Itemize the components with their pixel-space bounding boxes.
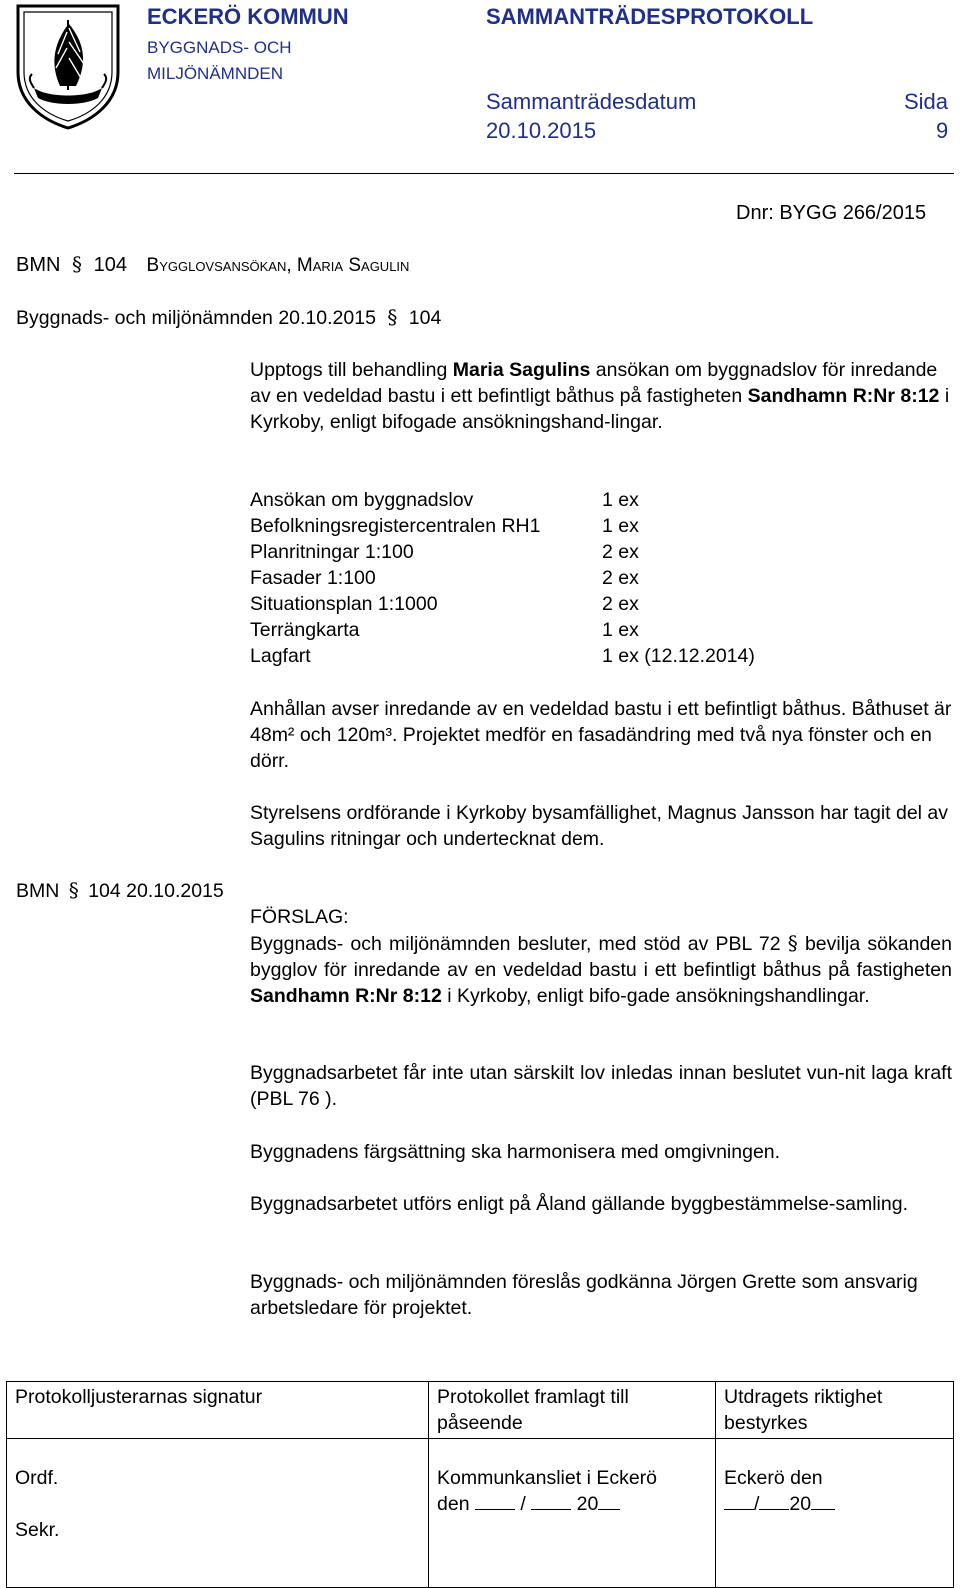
document-name: Lagfart bbox=[250, 645, 311, 667]
signature-header-cell: Protokolljusterarnas signatur bbox=[7, 1382, 429, 1439]
blank-month bbox=[531, 1491, 571, 1510]
proposal-ref bbox=[16, 878, 224, 903]
proposal-section-symbol: § bbox=[787, 931, 798, 955]
intro-text-1: Upptogs till behandling bbox=[250, 359, 453, 381]
section-title bbox=[16, 252, 409, 277]
posting-slash: / bbox=[520, 1493, 526, 1515]
proposal-paragraph-2: Byggnadsarbetet får inte utan särskilt lov inledas innan beslutet vun-nit laga kraft (PBL 76 ). bbox=[250, 1062, 952, 1110]
document-name: Ansökan om byggnadslov bbox=[250, 489, 474, 511]
proposal-text-1c: i Kyrkoby, enligt bifo-gade ansökningshandlingar. bbox=[441, 985, 870, 1007]
document-count: 2 ex bbox=[602, 541, 639, 563]
document-name: Planritningar 1:100 bbox=[250, 541, 414, 563]
posting-date-line bbox=[437, 1491, 707, 1517]
municipality-logo-icon bbox=[14, 2, 122, 130]
list-item bbox=[250, 617, 755, 643]
proposal-ref-symbol: § bbox=[68, 878, 79, 902]
intro-text-2: ansökan om byggnadslov för inredande av en vedeldad bastu i ett befintligt båthus på fastigheten bbox=[250, 359, 938, 407]
list-item bbox=[250, 487, 755, 513]
intro-text-3: i Kyrkoby, enligt bifogade ansökningshand-lingar. bbox=[250, 385, 950, 433]
proposal-paragraph-4: Byggnadsarbetet utförs enligt på Åland gällande byggbestämmelse-samling. bbox=[250, 1193, 908, 1215]
styrelsen-paragraph: Styrelsens ordförande i Kyrkoby bysamfällighet, Magnus Jansson har tagit del av Sagulins ritningar och undertecknat dem. bbox=[250, 802, 949, 850]
document-count: 2 ex bbox=[602, 567, 639, 589]
certification-date-line bbox=[724, 1491, 945, 1517]
ref-line-text: Byggnads- och miljönämnden 20.10.2015 bbox=[16, 307, 376, 329]
meeting-date: 20.10.2015 bbox=[486, 118, 597, 143]
proposal-text-1a: Byggnads- och miljönämnden besluter, med stöd av PBL 72 bbox=[250, 933, 781, 955]
document-name: Fasader 1:100 bbox=[250, 567, 376, 589]
meeting-date-label: Sammanträdesdatum bbox=[486, 89, 697, 114]
proposal-paragraph-5: Byggnads- och miljönämnden föreslås godkänna Jörgen Grette som ansvarig arbetsledare för projektet. bbox=[250, 1271, 918, 1319]
blank-year bbox=[598, 1491, 620, 1510]
intro-paragraph bbox=[250, 357, 952, 435]
document-count: 1 ex bbox=[602, 515, 639, 537]
proposal-text-1b: bevilja sökanden bygglov för inredande av en vedeldad bastu i ett befintligt båthus på fastigheten bbox=[250, 933, 952, 981]
blank-day bbox=[475, 1491, 515, 1510]
certification-slash: / bbox=[754, 1493, 760, 1515]
section-heading: Bygglovsansökan, Maria Sagulin bbox=[146, 255, 410, 276]
document-name: Befolkningsregistercentralen RH1 bbox=[250, 515, 541, 537]
page-number: 9 bbox=[936, 118, 949, 143]
list-item bbox=[250, 513, 755, 539]
header-divider bbox=[14, 173, 954, 174]
proposal-property-id: Sandhamn R:Nr 8:12 bbox=[250, 985, 442, 1007]
certification-cell bbox=[716, 1439, 954, 1588]
property-id: Sandhamn R:Nr 8:12 bbox=[747, 385, 940, 407]
document-count: 1 ex (12.12.2014) bbox=[602, 645, 755, 667]
section-code: BMN bbox=[16, 254, 61, 276]
posting-year: 20 bbox=[576, 1493, 599, 1515]
certification-header-cell: Utdragets riktighet bestyrkes bbox=[716, 1382, 954, 1439]
list-item bbox=[250, 643, 755, 669]
posting-den: den bbox=[437, 1493, 470, 1515]
certification-place: Eckerö den bbox=[724, 1467, 823, 1489]
anhallan-paragraph: Anhållan avser inredande av en vedeldad bastu i ett befintligt båthus. Båthuset är 48m² och 120m³. Projektet medför en fasadändring med två nya fönster och en dörr. bbox=[250, 698, 952, 772]
proposal-paragraph-3: Byggnadens färgsättning ska harmonisera med omgivningen. bbox=[250, 1141, 781, 1163]
document-name: Terrängkarta bbox=[250, 619, 360, 641]
document-type: SAMMANTRÄDESPROTOKOLL bbox=[486, 4, 814, 29]
posting-place: Kommunkansliet i Eckerö bbox=[437, 1467, 658, 1489]
document-count: 1 ex bbox=[602, 619, 639, 641]
document-list bbox=[250, 487, 755, 669]
dnr-reference: Dnr: BYGG 266/2015 bbox=[736, 202, 927, 224]
proposal-ref-text: 104 20.10.2015 bbox=[88, 880, 224, 902]
document-name: Situationsplan 1:1000 bbox=[250, 593, 438, 615]
list-item bbox=[250, 539, 755, 565]
proposal-ref-code: BMN bbox=[16, 880, 60, 902]
blank-month bbox=[759, 1491, 789, 1510]
board-name-line2: MILJÖNÄMNDEN bbox=[147, 64, 284, 83]
signature-cell bbox=[7, 1439, 429, 1588]
proposal-heading: FÖRSLAG: bbox=[250, 906, 349, 928]
secretary-label: Sekr. bbox=[15, 1519, 60, 1541]
signature-table bbox=[6, 1381, 954, 1588]
certification-year: 20 bbox=[789, 1493, 812, 1515]
posting-cell bbox=[429, 1439, 716, 1588]
board-name-line1: BYGGNADS- OCH bbox=[147, 38, 292, 57]
proposal-paragraph-1 bbox=[250, 930, 952, 1009]
ref-line-number: 104 bbox=[408, 307, 442, 329]
blank-year bbox=[811, 1491, 835, 1510]
ref-line-symbol: § bbox=[387, 305, 398, 329]
section-number: 104 bbox=[93, 254, 127, 276]
document-count: 2 ex bbox=[602, 593, 639, 615]
document-count: 1 ex bbox=[602, 489, 639, 511]
ref-line bbox=[16, 305, 441, 330]
chair-label: Ordf. bbox=[15, 1467, 59, 1489]
list-item bbox=[250, 591, 755, 617]
posting-header-cell: Protokollet framlagt till påseende bbox=[429, 1382, 716, 1439]
applicant-name: Maria Sagulins bbox=[452, 359, 591, 381]
page-label: Sida bbox=[904, 89, 949, 114]
section-symbol: § bbox=[72, 252, 83, 276]
list-item bbox=[250, 565, 755, 591]
blank-day bbox=[724, 1491, 754, 1510]
municipality-name: ECKERÖ KOMMUN bbox=[147, 4, 349, 29]
